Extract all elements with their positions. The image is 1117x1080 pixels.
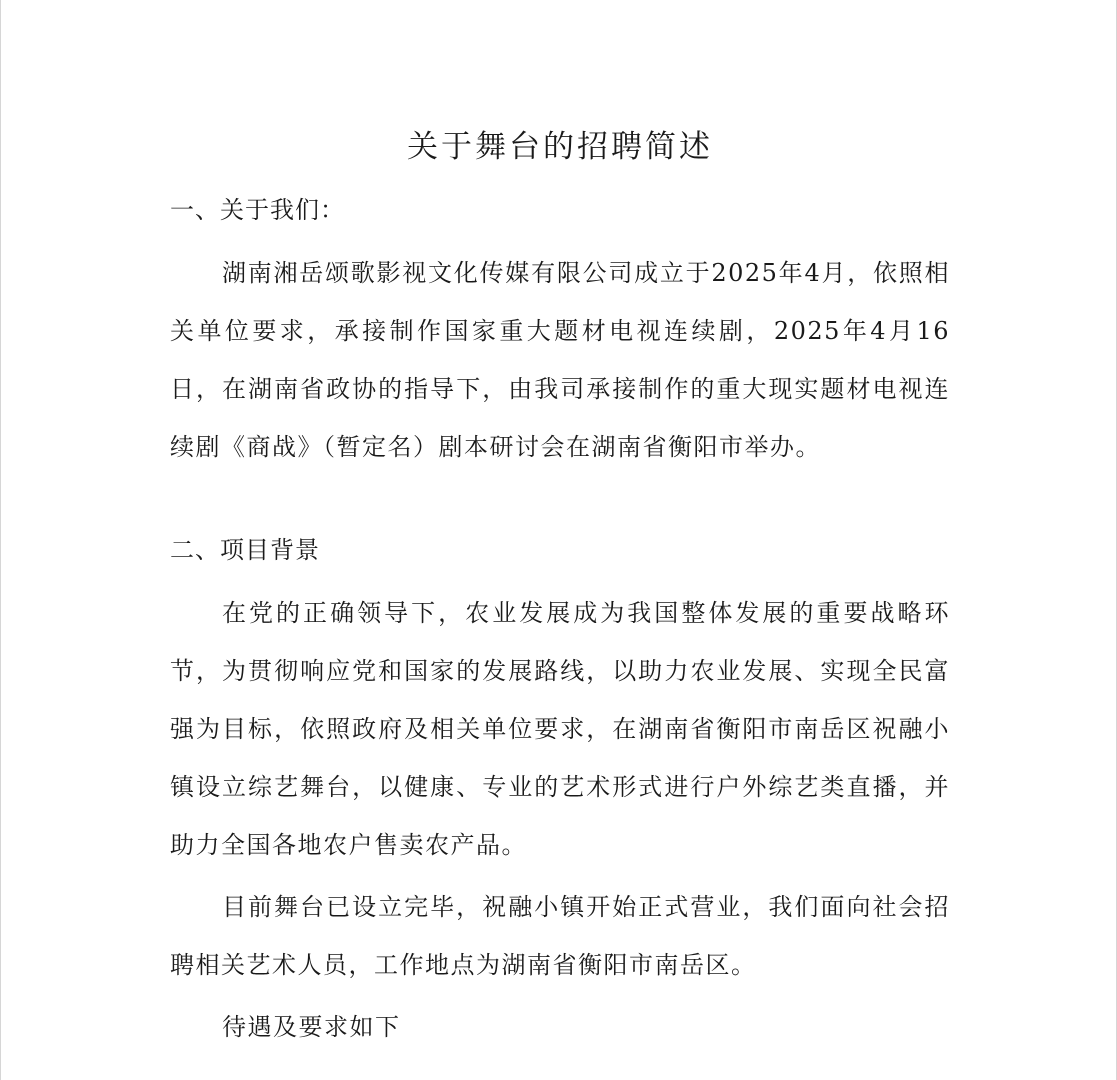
- page-left-border: [0, 0, 1, 1080]
- section-about-us: [170, 188, 950, 476]
- document-body: [170, 124, 950, 1056]
- about-us-paragraph: 湖南湘岳颂歌影视文化传媒有限公司成立于2025年4月，依照相关单位要求，承接制作国家重大题材电视连续剧，2025年4月16日，在湖南省政协的指导下，由我司承接制作的重大现实题材电视连续剧《商战》（暂定名）剧本研讨会在湖南省衡阳市举办。: [170, 259, 950, 461]
- background-paragraph-2: 目前舞台已设立完毕，祝融小镇开始正式营业，我们面向社会招聘相关艺术人员，工作地点为湖南省衡阳市南岳区。: [170, 893, 950, 979]
- background-paragraph-3: 待遇及要求如下: [222, 1013, 401, 1041]
- background-paragraph-1: 在党的正确领导下，农业发展成为我国整体发展的重要战略环节，为贯彻响应党和国家的发展路线，以助力农业发展、实现全民富强为目标，依照政府及相关单位要求，在湖南省衡阳市南岳区祝融小镇设立综艺舞台，以健康、专业的艺术形式进行户外综艺类直播，并助力全国各地农户售卖农产品。: [170, 599, 950, 859]
- section-heading-project-background: 二、项目背景: [170, 536, 320, 564]
- section-project-background: [170, 528, 950, 1056]
- section-spacer: [170, 476, 950, 528]
- section-heading-about-us: 一、关于我们：: [170, 196, 345, 224]
- document-title: 关于舞台的招聘简述: [407, 129, 713, 165]
